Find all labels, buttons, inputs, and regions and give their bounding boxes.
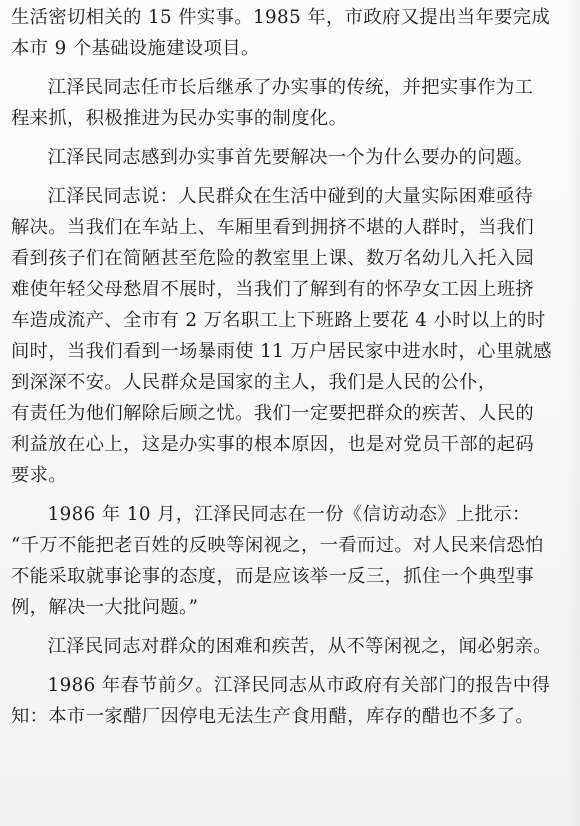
text-line: 不能采取就事论事的态度，而是应该举一反三，抓住一个典型事 — [11, 566, 535, 587]
paragraph-2 — [11, 72, 570, 134]
text-line: 间时，当我们看到一场暴雨使 11 万户居民家中进水时，心里就感 — [11, 341, 552, 362]
text-line: 1986 年 10 月，江泽民同志在一份《信访动态》上批示： — [47, 504, 531, 525]
text-line: 知：本市一家醋厂因停电无法生产食用醋，库存的醋也不多了。 — [11, 706, 535, 727]
text-line: 江泽民同志任市长后继承了办实事的传统，并把实事作为工 — [47, 77, 534, 98]
text-line: 有责任为他们解除后顾之忧。我们一定要把群众的疾苦、人民的 — [11, 403, 535, 424]
paragraph-1 — [11, 2, 570, 64]
paragraph-6 — [11, 631, 570, 662]
paragraph-3 — [11, 142, 570, 173]
text-line: 1986 年春节前夕。江泽民同志从市政府有关部门的报告中得 — [47, 675, 551, 696]
text-line: 例，解决一大批问题。” — [11, 597, 199, 618]
paragraph-4 — [11, 181, 570, 491]
text-line: 江泽民同志对群众的困难和疾苦，从不等闲视之，闻必躬亲。 — [47, 636, 552, 657]
paragraph-7 — [11, 670, 570, 732]
text-line: “千万不能把老百姓的反映等闲视之，一看而过。对人民来信恐怕 — [11, 535, 544, 556]
text-line: 难使年轻父母愁眉不展时，当我们了解到有的怀孕女工因上班挤 — [11, 279, 535, 300]
paragraph-5 — [11, 499, 570, 623]
text-line: 程来抓，积极推进为民办实事的制度化。 — [11, 108, 348, 129]
text-line: 看到孩子们在简陋甚至危险的教室里上课、数万名幼儿入托入园 — [11, 248, 535, 269]
text-line: 生活密切相关的 15 件实事。1985 年，市政府又提出当年要完成 — [11, 7, 551, 28]
text-line: 要求。 — [11, 465, 68, 486]
text-line: 利益放在心上，这是办实事的根本原因，也是对党员干部的起码 — [11, 434, 535, 455]
text-line: 解决。当我们在车站上、车厢里看到拥挤不堪的人群时，当我们 — [11, 217, 535, 238]
text-line: 本市 9 个基础设施建设项目。 — [11, 38, 260, 59]
text-line: 到深深不安。人民群众是国家的主人，我们是人民的公仆， — [11, 372, 497, 393]
text-line: 江泽民同志说：人民群众在生活中碰到的大量实际困难亟待 — [47, 186, 534, 207]
text-line: 车造成流产、全市有 2 万名职工上下班路上要花 4 小时以上的时 — [11, 310, 546, 331]
text-line: 江泽民同志感到办实事首先要解决一个为什么要办的问题。 — [47, 147, 534, 168]
